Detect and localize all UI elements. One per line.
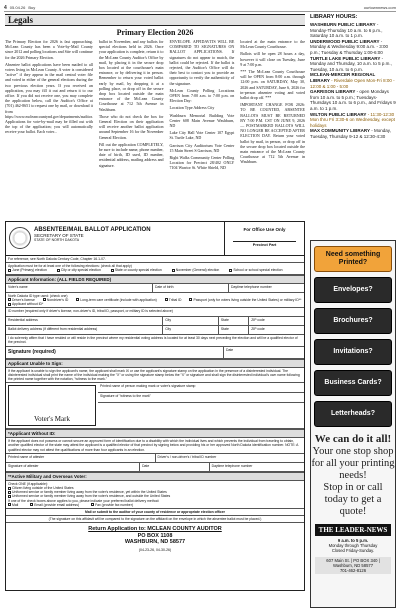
notice-title: Primary Election 2026: [116, 28, 194, 37]
id-option[interactable]: Nondriver's ID: [43, 298, 68, 302]
checkbox-icon[interactable]: [172, 269, 175, 272]
city-line: WASHBURN, ND 58577: [124, 539, 186, 546]
ad-phone[interactable]: 701-462-8126: [339, 568, 367, 574]
form-agency: STATE OF NORTH DAKOTA: [34, 238, 80, 242]
ad-pitch-2: Your one stop shop for all your printing needs!: [311, 446, 395, 481]
page-header: [4, 4, 396, 12]
attester-sig-row: [6, 463, 304, 472]
notice-paragraph: ballot in November, and any ballots for special elections held in 2026. Once your application is complete, return it to the McLean County Auditor's Office by mail, by placing it in the secure drop box located at the courthouse's main entrance, or by delivering it in person. Remember to return your voted ballot early by mail, by dropping it at a polling place, or drop off in the secure drop box located outside the main entrance of the McLean County Courthouse at 712 5th Avenue in Washburn.: [98, 39, 164, 112]
election-option[interactable]: November (General) election: [172, 268, 220, 272]
printing-ad[interactable]: [310, 240, 396, 608]
signature-field[interactable]: Signature (required): [6, 347, 224, 358]
notice-paragraph: Lake City Hall Vote Center 107 Egypt St. Turtle Lake, ND: [169, 130, 235, 141]
delivery-row: [6, 326, 304, 335]
ad-address: 607 Main St. | PO BOX 340 | Washburn, ND 58577 701-462-8126: [315, 557, 391, 575]
unable-text: If the applicant is unable to sign the applicant's name, the applicant shall mark ☒ or use the applicant's signature stamp on the application in the presence of a disinterested individual. The disinterested individual shall print the name of the individual making the "X" or using the signature stamp below the "X" or signature and shall sign the disinterested individual's own name following the printed name together with the notation, "witness to the mark.": [6, 368, 304, 384]
affirmation-text: I do solemnly affirm that I have resided or will reside in the precinct where my residential voting address is located for at least 30 days next preceding the election and will be a qualified elector of the precinct.: [6, 335, 304, 346]
election-option[interactable]: City or city special election: [57, 268, 101, 272]
checkbox-icon[interactable]: [8, 269, 11, 272]
notice-column-2: [99, 39, 164, 217]
applicant-row: [6, 284, 304, 293]
attester-name-field[interactable]: Printed name of attester: [6, 454, 156, 462]
library-entry: WILTON PUBLIC LIBRARY - 11:30-12:30 Mon thru Fri 3:30-6 on Wednesday, except holidays: [310, 111, 395, 128]
checkbox-icon[interactable]: [8, 487, 11, 490]
ballot-delivery-field[interactable]: Ballot delivery address (if different from residential address): [6, 326, 163, 334]
election-option[interactable]: School or school special election: [229, 268, 282, 272]
checkbox-icon[interactable]: [91, 503, 94, 506]
attester-id-field[interactable]: Driver's / non-driver's / tribal ID number: [157, 454, 217, 459]
notice-paragraph: ENVELOPE. AFFIDAVITS WILL BE COMPARED TO SIGNATURES ON BALLOT APPLICATIONS. If signatures do not appear to match, the ballot could be rejected. If the ballot is rejected, the Auditor's Office will do their best to contact you to provide an opportunity to verify the authenticity of the signature.: [169, 39, 235, 86]
attester-phone-field[interactable]: Daytime telephone number: [211, 463, 253, 468]
ad-item-letterheads: Letterheads?: [314, 401, 392, 427]
delivery-option[interactable]: Fax (provide fax number): [91, 503, 133, 507]
id-option[interactable]: Long-term care certificate (include with application): [76, 298, 157, 302]
id-option[interactable]: Driver's license: [8, 298, 35, 302]
ad-item-invitations: Invitations?: [314, 339, 392, 365]
voter-mark-box[interactable]: Voter's Mark: [8, 385, 96, 426]
notice-paragraph: *** The McLean County Courthouse will be OPEN from 8:00 a.m. through 12:00 p.m. on SATURDAY, May 30, 2026 and SATURDAY, June 6, 2026 for in-person absentee voting and voted ballot drop off. ***: [240, 69, 305, 101]
attester-signature-field[interactable]: Signature of attester: [6, 463, 140, 471]
form-title: ABSENTEE/MAIL BALLOT APPLICATION: [34, 227, 151, 233]
printed-name-field[interactable]: Printed name of person making mark or voter's signature stamp: [98, 383, 304, 393]
checkbox-icon[interactable]: [229, 269, 232, 272]
city-field[interactable]: City: [163, 317, 219, 325]
checkbox-icon[interactable]: [165, 298, 168, 301]
military-option[interactable]: Uniformed service or family member living away from the voter's residence, and outside the United States: [8, 494, 302, 498]
state-field[interactable]: State: [219, 317, 249, 325]
id-number-row: [6, 308, 304, 317]
ad-item-business-cards: Business Cards?: [314, 370, 392, 396]
phone-field[interactable]: Daytime telephone number: [231, 284, 272, 289]
page-number: 4: [4, 4, 7, 11]
checkbox-icon[interactable]: [8, 491, 11, 494]
ad-item-envelopes: Envelopes?: [314, 277, 392, 303]
section-military: **Active Military and Overseas Voter:: [6, 472, 304, 481]
precinct-part-field[interactable]: Precinct Part: [233, 241, 296, 247]
witness-signature-field[interactable]: Signature of "witness to the mark": [98, 393, 304, 403]
no-id-text: If the applicant does not possess or cannot secure an approved form of identification due to a disability with which the individual lives and which prevents the individual from traveling to obtain, another qualified elector of the state may attest the applicant is a qualified elector of that precinct by signing below and providing his or her approved North Dakota identification number. NOTE: A qualified elector may not attest the qualifications of more than four applicants in an election.: [6, 438, 304, 454]
form-title-block: [34, 222, 224, 255]
leader-news-logo: THE LEADER-NEWS: [315, 524, 391, 536]
section-unable-to-sign: Applicant Unable to Sign:: [6, 359, 304, 368]
ad-pitch-3: Stop in or call today to get a quote!: [323, 482, 383, 517]
election-prompt: Application must be for at least one of the following elections: (check all that apply): [8, 264, 132, 269]
id-prompt: North Dakota ID type used: (check one): [8, 293, 68, 298]
checkbox-icon[interactable]: [57, 269, 60, 272]
notice-column-1: [5, 39, 93, 217]
notice-paragraph: Garrison City Auditorium Vote Center 15 Main Street S Garrison, ND: [169, 142, 235, 153]
id-option[interactable]: Tribal ID: [165, 298, 182, 302]
po-box: PO BOX 1108: [137, 532, 173, 539]
military-prompt: Check ONE (if applicable):: [8, 481, 48, 486]
zip-field-2[interactable]: ZIP code: [251, 327, 265, 332]
reference-note: For reference, see North Dakota Century Code, Chapter 16.1-07.: [6, 256, 304, 263]
notice-paragraph: Fill out the application COMPLETELY, be sure to include name, phone number, date of birth, ID used, ID number, residential address, mailing address and signature.: [98, 141, 164, 168]
notice-column-4: [240, 39, 305, 217]
ballot-application-form: [5, 221, 305, 591]
notice-body: [5, 39, 305, 217]
notice-paragraph: The Primary Election for 2026 is fast approaching. McLean County has been a Vote-by-Mail County since 2012 and polling locations and Site will continue for the 2026 Primary Election.: [5, 39, 93, 60]
signature-compare-note: (The signature on this affidavit will be compared to the signature on the affidavit on the envelope in which the absentee ballot must be placed.): [6, 516, 304, 523]
section-applicant-info: Applicant Information: (ALL FIELDS REQUIRED): [6, 275, 304, 284]
delivery-prompt: If one of the check boxes above applies to you, please indicate your preferred ballot delivery method:: [8, 498, 160, 503]
library-entry: GARRISON LIBRARY - open Mondays from 10 a.m. to 5 p.m.; Tuesdays-Thursdays 10 a.m. to 6 p.m., and Fridays 9 a.m. to 1 p.m.: [310, 89, 396, 111]
military-option[interactable]: Citizen living outside of the United States: [8, 486, 302, 490]
residential-row: [6, 317, 304, 326]
checkbox-icon[interactable]: [76, 298, 79, 301]
library-entry: WASHBURN PUBLIC LIBRARY - Monday-Thursday 10 a.m. to 6 p.m., Saturday 10 a.m. to 1 p.m.: [310, 22, 383, 39]
library-hours-title: LIBRARY HOURS:: [310, 14, 358, 20]
dob-field[interactable]: Date of birth: [153, 284, 229, 292]
voter-name-field[interactable]: Voter's name: [6, 284, 153, 292]
checkbox-icon[interactable]: [8, 303, 11, 306]
issue-date: 05.04.26: [9, 5, 26, 10]
checkbox-icon[interactable]: [43, 298, 46, 301]
library-entry: MCLEAN-MERCER REGIONAL LIBRARY - Riverdale Open Mon-Fri 8:00 - 12:00 & 1:00 - 5:00: [310, 72, 395, 89]
election-option[interactable]: June (Primary) election: [8, 268, 47, 272]
checkbox-icon[interactable]: [8, 503, 11, 506]
signature-row: [6, 347, 304, 359]
notice-paragraph: Right Walks Community Center Polling Location for Precinct 28/402 ONLY 7104 Warrior St. White Shield, ND: [169, 155, 235, 171]
id-number-field[interactable]: ID number (required only if driver's license, non-driver's ID, tribal ID, passport, or military ID is selected above): [8, 309, 173, 314]
section-name: Buy: [28, 5, 36, 10]
library-list: [310, 22, 396, 139]
section-no-id: *Applicant Without ID:: [6, 429, 304, 438]
notice-paragraph: Location Type Address City: [169, 105, 215, 111]
checkbox-icon[interactable]: [30, 503, 33, 506]
return-to: Return Application to: MCLEAN COUNTY AUDITOR: [88, 526, 222, 533]
checkbox-icon[interactable]: [8, 495, 11, 498]
date-field[interactable]: Date: [226, 347, 234, 352]
ad-pitch: [311, 433, 395, 518]
notice-column-3: [170, 39, 235, 217]
checkbox-icon[interactable]: [8, 298, 11, 301]
delivery-option[interactable]: Mail: [8, 503, 18, 507]
form-header: [6, 222, 304, 256]
form-subtitle: SECRETARY OF STATE: [34, 233, 84, 238]
office-use-box: [224, 222, 304, 255]
election-option[interactable]: State or county special election: [111, 268, 162, 272]
ad-headline: Need something Printed?: [314, 246, 392, 272]
notice-paragraph: Those who do not check the box for General Election on their application will receive another ballot application around September 16 for the November General Election.: [98, 113, 164, 140]
library-entry: TURTLE LAKE PUBLIC LIBRARY - Monday and Thursday, 10 a.m. to 5 p.m., Tuesday, 10 a.m. to 6 p.m.: [310, 55, 392, 72]
notice-paragraph: Ballots will be open 28 hours a day, however it will close on Tuesday, June 9 at 7:00 p.m.: [240, 51, 305, 67]
notice-paragraph: Washburn Memorial Building Vote Center 608 Main Avenue Washburn, ND: [169, 112, 235, 129]
library-entry: MAX COMMUNITY LIBRARY - Monday, Tuesday, Thursday 9-12 & 12:30-4:30: [310, 128, 391, 139]
attester-row: [6, 454, 304, 463]
id-option[interactable]: Passport (only for voters living outside the United States) or military ID**: [189, 298, 301, 302]
notice-paragraph: McLean County Polling Locations OPEN from 7:00 a.m. to 7:00 p.m. on Election Day:: [169, 87, 235, 104]
military-options: [6, 481, 304, 509]
zip-field[interactable]: ZIP code: [251, 318, 265, 323]
notice-paragraph: located at the main entrance to the McLean County Courthouse.: [240, 39, 305, 50]
form-code: (04-23-26, 04-30-26): [138, 547, 172, 552]
library-entry: UNDERWOOD PUBLIC LIBRARY - Monday & Wednesday 9:00 a.m. - 3:00 p.m.; Tuesday & Thursday 1:00-6:00: [310, 38, 388, 55]
site-url[interactable]: ourtownnews.com: [363, 5, 396, 10]
residential-field[interactable]: Residential address: [6, 317, 163, 325]
id-type-options: [6, 293, 304, 309]
city-field-2[interactable]: City: [163, 326, 219, 334]
ad-pitch-1: We can do it all!: [314, 433, 392, 445]
id-option[interactable]: Applicant without ID*: [8, 302, 43, 306]
office-use-title: For Office Use Only: [243, 227, 286, 232]
main-column: [5, 14, 305, 608]
ad-item-brochures: Brochures?: [314, 308, 392, 334]
voter-mark-row: [6, 383, 304, 429]
return-address: [6, 526, 304, 546]
military-option[interactable]: Uniformed service or family member living away from the voter's residence, yet within the United States: [8, 490, 302, 494]
delivery-option[interactable]: Email (provide email address): [30, 503, 79, 507]
state-field-2[interactable]: State: [219, 326, 249, 334]
state-seal-icon: [9, 227, 31, 249]
legals-bar: Legals: [5, 14, 305, 26]
notice-paragraph: Absentee ballot applications have been mailed to all voters living in McLean County. A voter is considered "active" if they appear in the mail central voter file and voted in either of the general elections during the two previous election years. If you received an application, you may fill it out and return it to our office. If you did not receive one, you may complete the application below, call the Auditor's Office at (701) 462-8651 to request one by mail, or download it from https://www.mcleancountynd.gov/departments/auditor. Applications for vote-by-mail may be filled out with the top of the application; you will automatically receive your ballot. Each voter...: [5, 61, 93, 135]
notice-paragraph: IMPORTANT CHANGE FOR 2026: TO BE COUNTED, ABSENTEE BALLOTS MUST BE RETURNED BY 7:00 P.M. CST ON JUNE 9, 2026 — POSTMARKED BALLOTS WILL NO LONGER BE ACCEPTED AFTER ELECTION DAY. Return your voted ballot by mail, in person, or drop off in the secure drop box located outside the main entrance of the McLean County Courthouse at 712 5th Avenue in Washburn.: [240, 102, 305, 165]
ad-hours: 9 a.m. to 5 p.m. Monday through Thursday Closed Friday-Sunday.: [328, 538, 378, 554]
checkbox-icon[interactable]: [111, 269, 114, 272]
mail-note: Mail or submit to the auditor of your county of residence or appropriate election officer: [6, 509, 304, 516]
election-options: [6, 263, 304, 274]
attester-date-field[interactable]: Date: [140, 463, 210, 471]
